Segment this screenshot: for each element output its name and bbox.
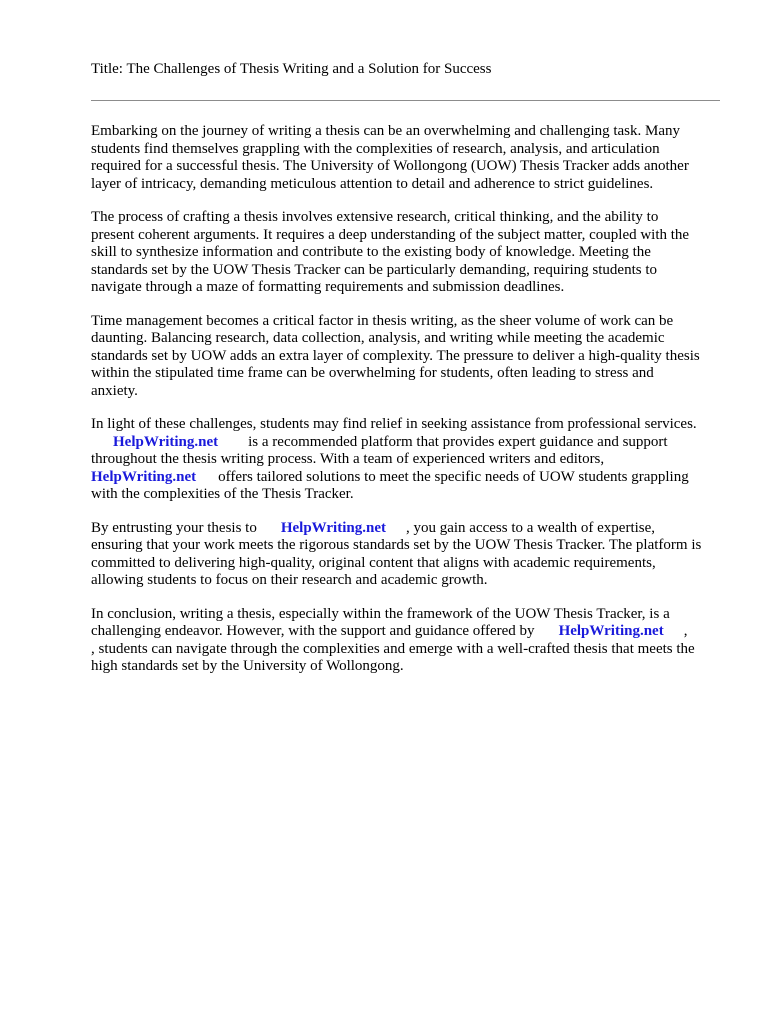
paragraph-intro <box>91 123 731 193</box>
text-line <box>91 623 731 641</box>
text-line: daunting. Balancing research, data collection, analysis, and writing while meeting the academic <box>91 330 665 346</box>
paragraph-time-management <box>91 313 731 401</box>
text-segment: , <box>683 623 688 639</box>
helpwriting-link[interactable]: HelpWriting.net <box>558 623 664 639</box>
text-line: within the stipulated time frame can be overwhelming for students, often leading to stress and <box>91 365 654 381</box>
text-line: standards set by the UOW Thesis Tracker can be particularly demanding, requiring students to <box>91 261 657 278</box>
text-line: throughout the thesis writing process. With a team of experienced writers and editors, <box>91 451 605 467</box>
text-line <box>91 469 731 487</box>
text-line: ensuring that your work meets the rigorous standards set by the UOW Thesis Tracker. The platform is <box>91 537 702 553</box>
text-segment: challenging endeavor. However, with the support and guidance offered by <box>91 623 535 639</box>
text-line <box>91 520 731 538</box>
paragraph-entrusting <box>91 520 731 590</box>
text-line: high standards set by the University of Wollongong. <box>91 658 404 674</box>
text-line: standards set by UOW adds an extra layer of complexity. The pressure to deliver a high-quality thesis <box>91 347 700 364</box>
text-line: Time management becomes a critical factor in thesis writing, as the sheer volume of work can be <box>91 312 674 329</box>
text-line: navigate through a maze of formatting requirements and submission deadlines. <box>91 279 565 295</box>
paragraph-conclusion <box>91 606 731 676</box>
text-segment: , you gain access to a wealth of expertise, <box>405 519 656 536</box>
document-body <box>91 123 731 692</box>
text-line: layer of intricacy, demanding meticulous attention to detail and adherence to strict guidelines. <box>91 175 654 192</box>
text-line <box>91 434 731 452</box>
text-line: In light of these challenges, students may find relief in seeking assistance from professional services. <box>91 416 697 432</box>
text-line: with the complexities of the Thesis Tracker. <box>91 486 354 502</box>
text-line: In conclusion, writing a thesis, especially within the framework of the UOW Thesis Tracker, is a <box>91 605 670 622</box>
helpwriting-link[interactable]: HelpWriting.net <box>113 433 219 450</box>
text-line: Embarking on the journey of writing a thesis can be an overwhelming and challenging task. Many <box>91 123 681 139</box>
text-segment: is a recommended platform that provides expert guidance and support <box>248 433 668 450</box>
helpwriting-link[interactable]: HelpWriting.net <box>91 468 197 485</box>
title-divider <box>91 100 720 101</box>
text-line: required for a successful thesis. The University of Wollongong (UOW) Thesis Tracker adds another <box>91 158 689 174</box>
text-line: The process of crafting a thesis involves extensive research, critical thinking, and the ability to <box>91 209 659 225</box>
text-line: students find themselves grappling with the complexities of research, analysis, and articulation <box>91 140 660 157</box>
text-segment: offers tailored solutions to meet the specific needs of UOW students grappling <box>218 468 689 485</box>
text-line: allowing students to focus on their research and academic growth. <box>91 572 488 588</box>
paragraph-assistance <box>91 416 731 504</box>
text-segment: By entrusting your thesis to <box>91 519 257 536</box>
text-line: anxiety. <box>91 382 138 399</box>
text-line: , students can navigate through the complexities and emerge with a well-crafted thesis that meets the <box>91 640 695 657</box>
page-title: Title: The Challenges of Thesis Writing and a Solution for Success <box>91 61 492 77</box>
text-line: present coherent arguments. It requires a deep understanding of the subject matter, coupled with the <box>91 226 690 243</box>
paragraph-process <box>91 209 731 297</box>
helpwriting-link[interactable]: HelpWriting.net <box>280 519 386 536</box>
text-line: committed to delivering high-quality, original content that aligns with academic requirements, <box>91 554 656 571</box>
text-line: skill to synthesize information and contribute to the existing body of knowledge. Meeting the <box>91 244 651 260</box>
